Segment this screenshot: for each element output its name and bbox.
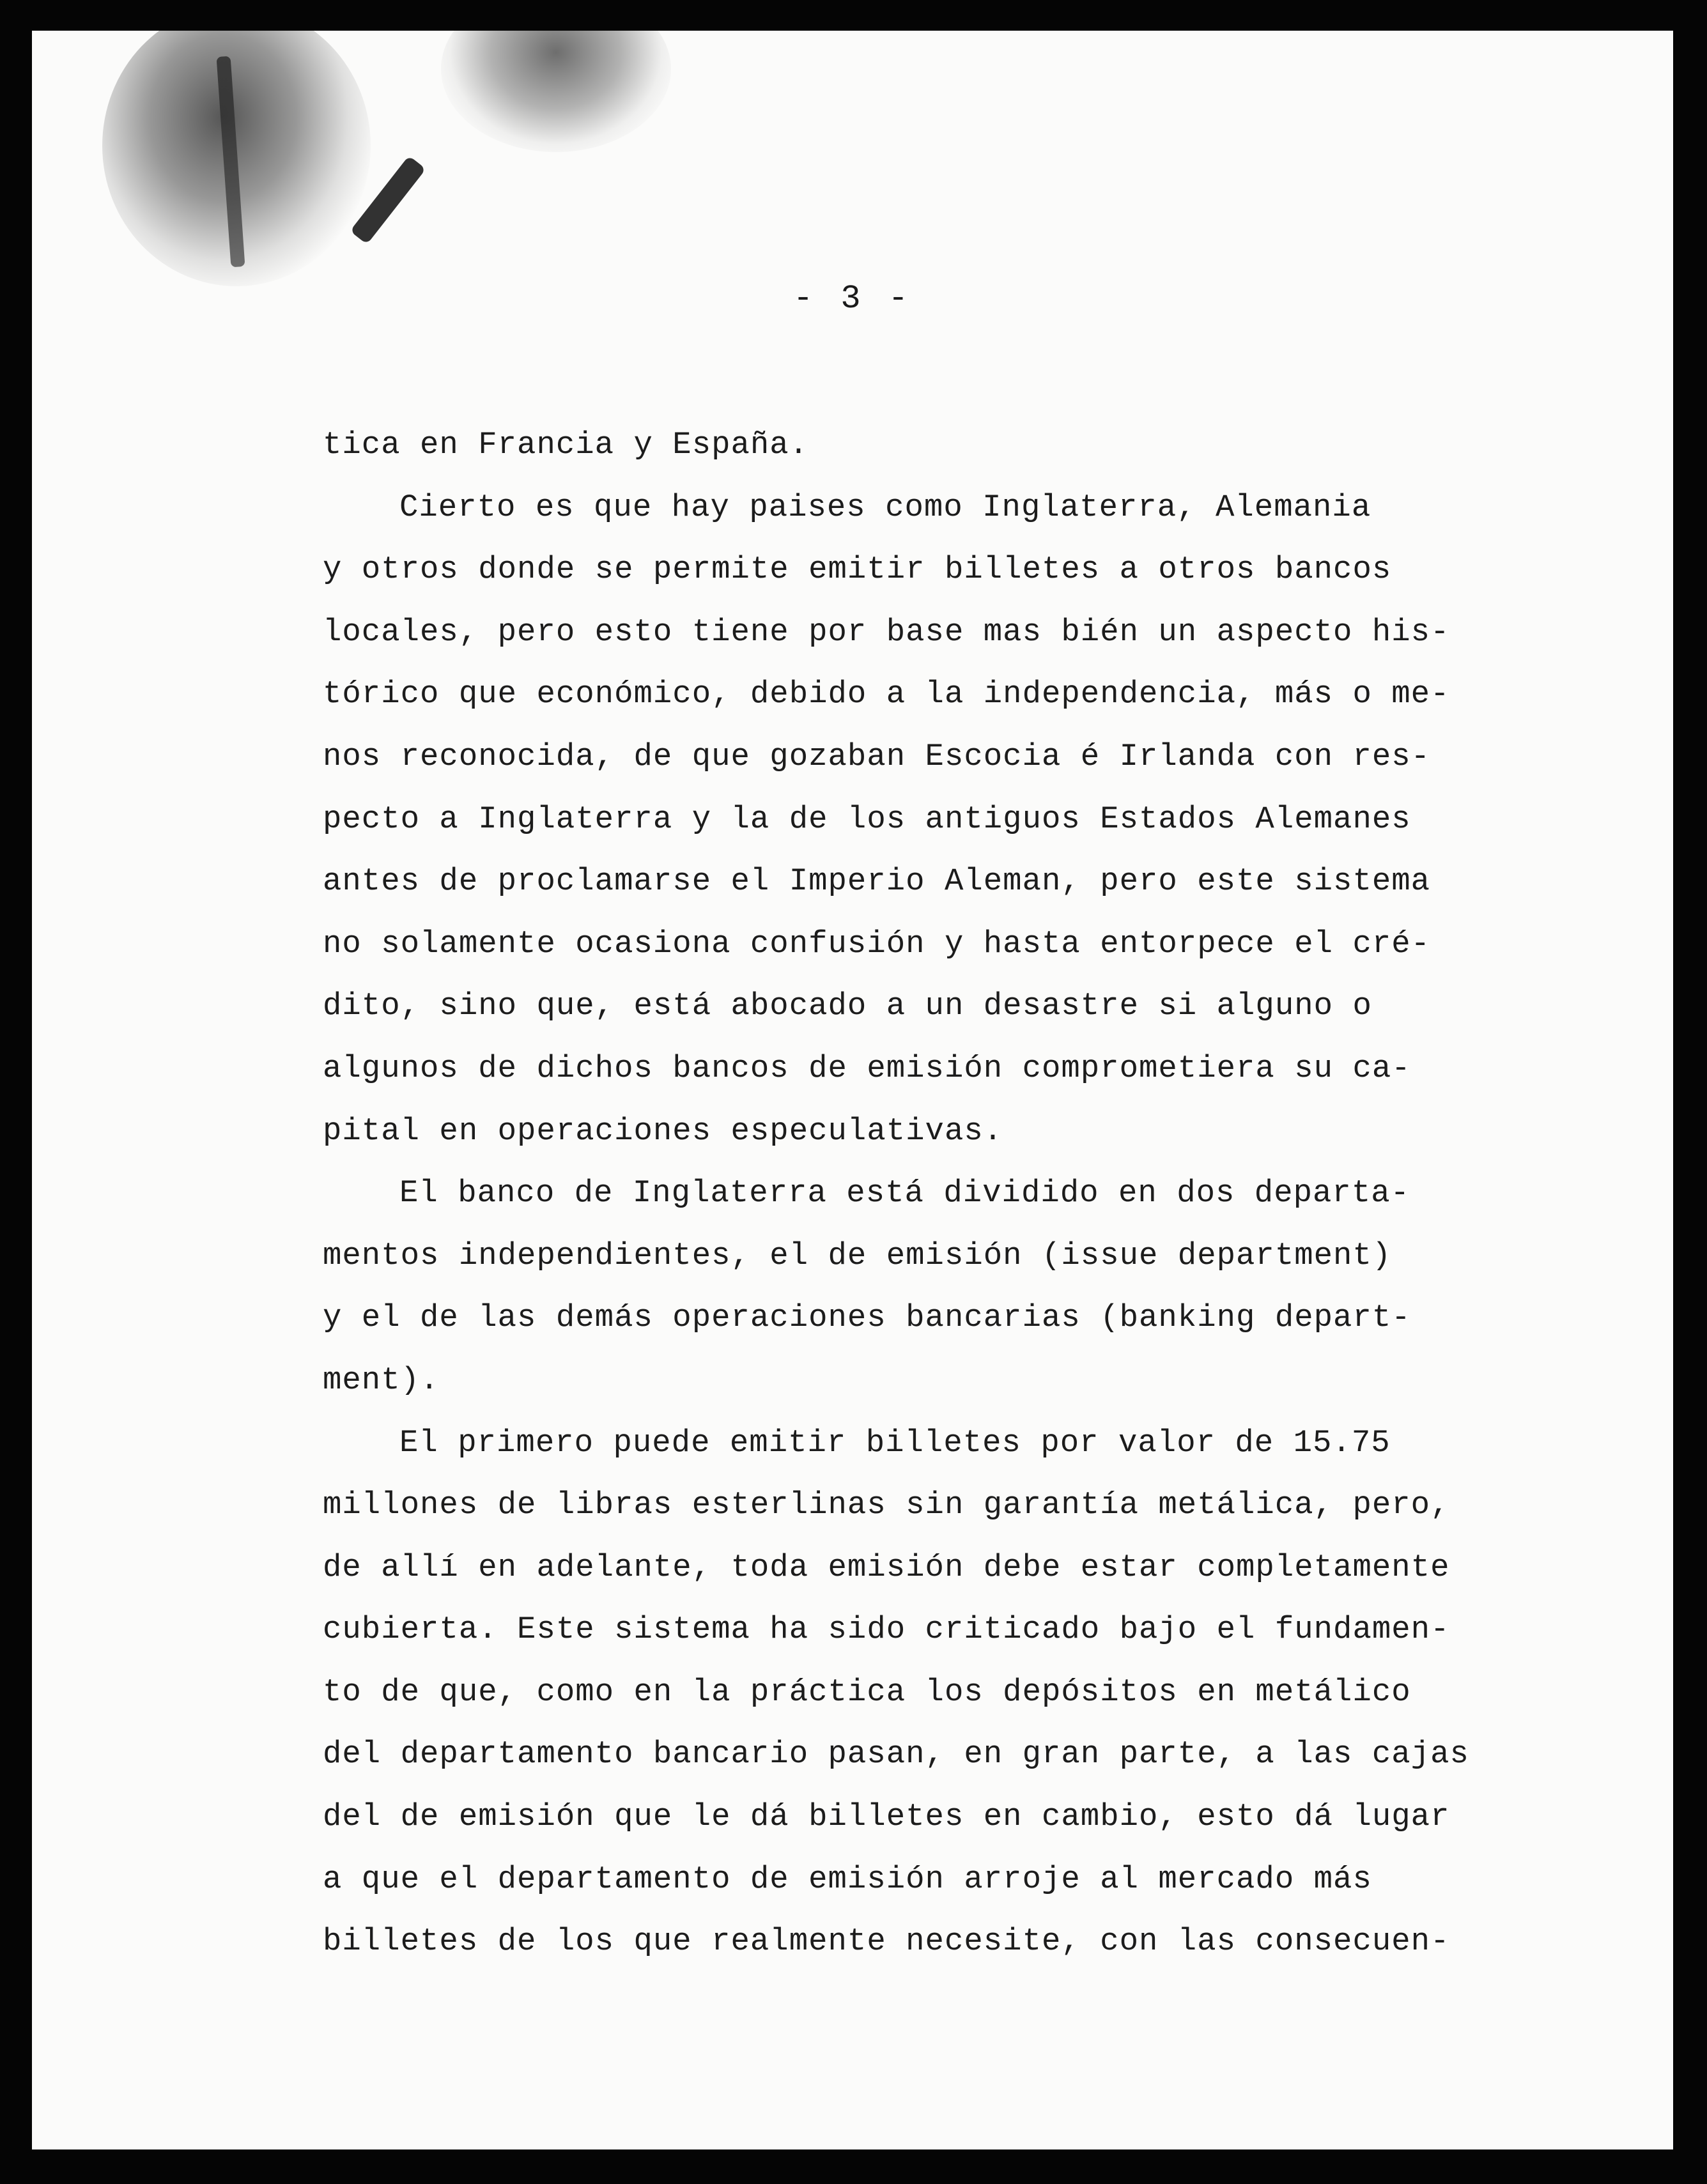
text-line: pital en operaciones especulativas. <box>323 1112 1003 1149</box>
text-line: y otros donde se permite emitir billetes a otros bancos <box>323 551 1392 588</box>
body-text <box>323 414 1537 1973</box>
text-line: a que el departamento de emisión arroje al mercado más <box>323 1861 1372 1897</box>
text-line: del departamento bancario pasan, en gran parte, a las cajas <box>323 1736 1469 1773</box>
text-line: y el de las demás operaciones bancarias (banking depart- <box>323 1300 1411 1336</box>
paragraph <box>323 414 1537 477</box>
text-line: millones de libras esterlinas sin garantía metálica, pero, <box>323 1487 1450 1523</box>
text-line: del de emisión que le dá billetes en cambio, esto dá lugar <box>323 1799 1450 1835</box>
text-line: nos reconocida, de que gozaban Escocia é Irlanda con res- <box>323 738 1431 774</box>
text-line: cubierta. Este sistema ha sido criticado bajo el fundamen- <box>323 1611 1450 1648</box>
paragraph <box>323 1412 1537 1973</box>
paragraph <box>323 477 1537 1163</box>
text-line: ment). <box>323 1362 440 1398</box>
text-line: El primero puede emitir billetes por valor de 15.75 <box>399 1424 1391 1461</box>
text-line: tórico que económico, debido a la independencia, más o me- <box>323 676 1450 712</box>
text-line: algunos de dichos bancos de emisión comprometiera su ca- <box>323 1050 1411 1086</box>
text-line: antes de proclamarse el Imperio Aleman, pero este sistema <box>323 863 1431 900</box>
typewritten-page <box>32 31 1673 2149</box>
page-number: - 3 - <box>792 280 913 318</box>
paragraph <box>323 1162 1537 1411</box>
text-line: dito, sino que, está abocado a un desastre si alguno o <box>323 988 1372 1024</box>
text-line: de allí en adelante, toda emisión debe estar completamente <box>323 1549 1450 1585</box>
text-line: Cierto es que hay paises como Inglaterra, Alemania <box>399 489 1371 525</box>
scratch-mark <box>350 155 426 244</box>
scratch-mark <box>217 56 245 268</box>
text-line: tica en Francia y España. <box>323 427 809 463</box>
ink-stain <box>441 31 671 152</box>
text-line: locales, pero esto tiene por base mas bién un aspecto his- <box>323 613 1450 650</box>
text-line: billetes de los que realmente necesite, con las consecuen- <box>323 1923 1450 1960</box>
text-line: mentos independientes, el de emisión (issue department) <box>323 1237 1392 1273</box>
text-line: to de que, como en la práctica los depósitos en metálico <box>323 1673 1411 1710</box>
text-line: pecto a Inglaterra y la de los antiguos Estados Alemanes <box>323 801 1411 837</box>
text-line: no solamente ocasiona confusión y hasta entorpece el cré- <box>323 925 1431 962</box>
text-line: El banco de Inglaterra está dividido en dos departa- <box>399 1175 1410 1211</box>
